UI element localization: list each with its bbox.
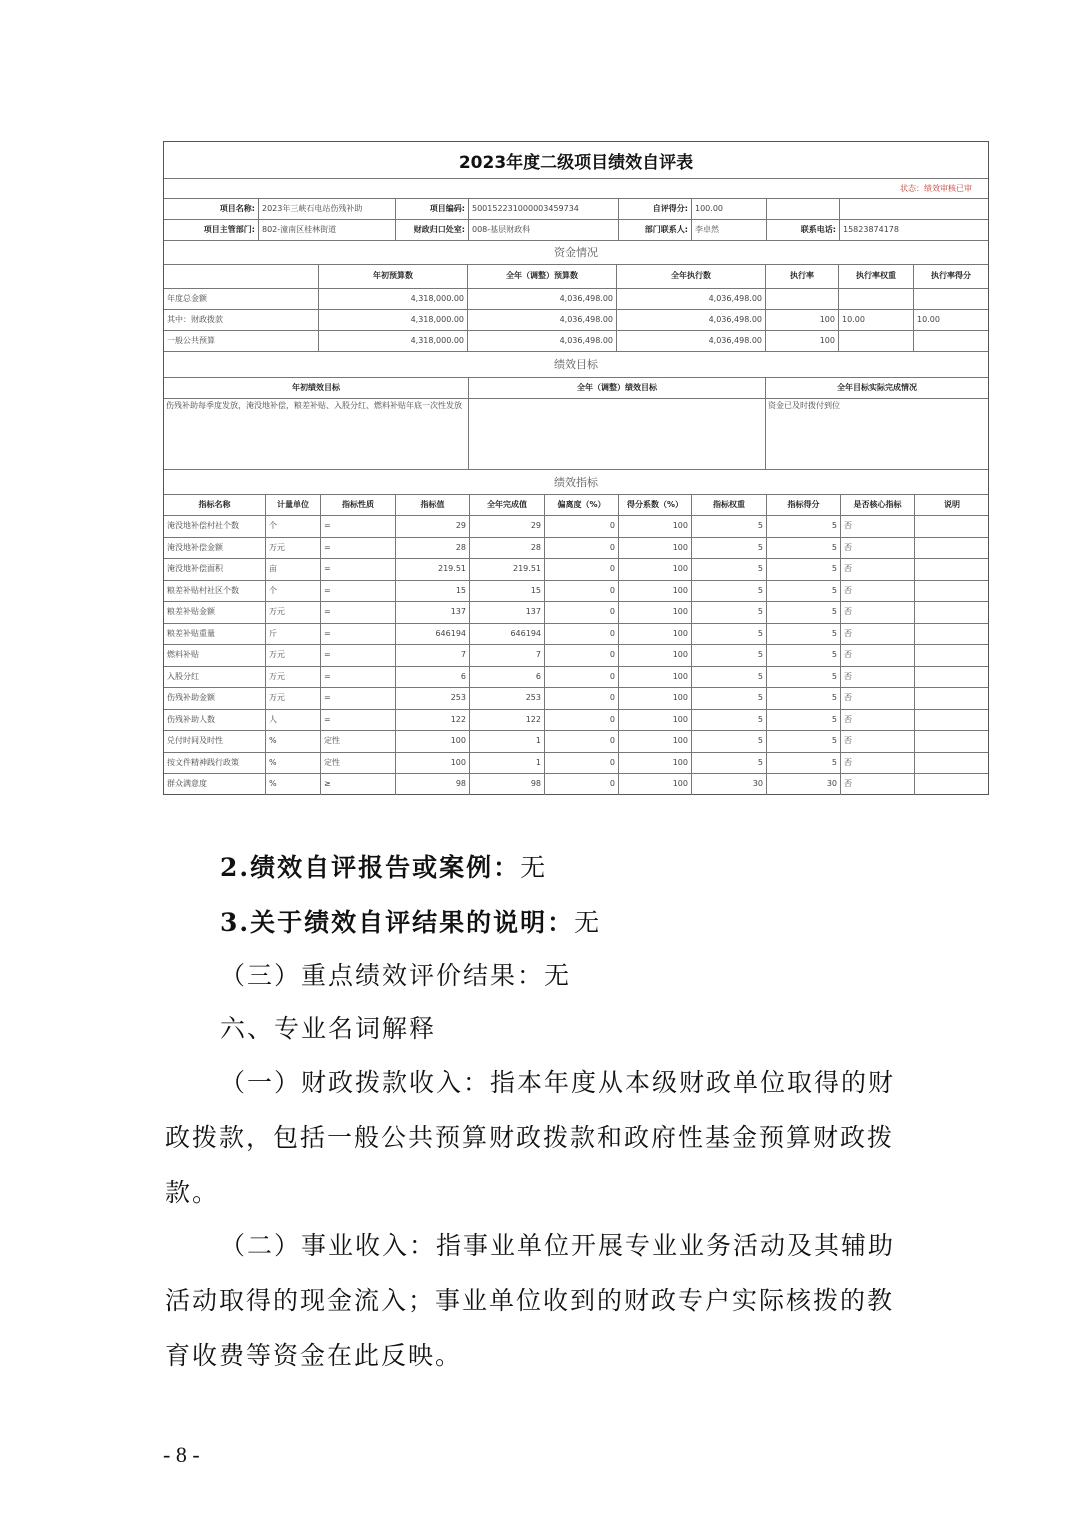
indicator-row-cell (915, 687, 989, 709)
goals-header-cell: 年初绩效目标 (164, 377, 469, 398)
indicator-row-cell: 122 (396, 709, 470, 731)
indicator-row-cell: 5 (767, 515, 841, 537)
funds-row-cell: 年度总金额 (164, 288, 319, 309)
indicator-row-cell: 0 (545, 558, 619, 580)
info-row-cell: 项目主管部门: (164, 219, 259, 240)
info-row-cell: 部门联系人: (619, 219, 692, 240)
indicator-row-cell: 28 (396, 537, 470, 559)
indicator-row-cell (915, 752, 989, 774)
indicators-header-cell: 指标得分 (767, 494, 841, 515)
indicator-row-cell: 100 (619, 580, 692, 602)
indicator-row-cell: 万元 (266, 537, 321, 559)
funds-header-cell: 执行率权重 (839, 264, 914, 288)
indicator-row-cell: 646194 (470, 623, 545, 645)
indicator-row-cell: 100 (619, 515, 692, 537)
indicator-row-cell: 否 (841, 515, 915, 537)
info-row-cell: 500152231000003459734 (469, 198, 619, 219)
indicator-row-cell: 1 (470, 730, 545, 752)
section-heading-glossary: 六、专业名词解释 (220, 1014, 437, 1043)
indicator-row-cell: 5 (767, 644, 841, 666)
indicator-row-cell (915, 644, 989, 666)
goal-text: 伤残补助每季度发放，淹没地补偿，粮差补贴、入股分红、燃料补贴年底一次性发放 (166, 401, 462, 410)
paragraph-key-evaluation: （三）重点绩效评价结果：无 (220, 961, 572, 990)
indicator-row-cell (915, 773, 989, 795)
info-row-cell (840, 198, 988, 219)
indicator-row-cell: 5 (692, 515, 767, 537)
indicator-row-cell: 1 (470, 752, 545, 774)
paragraph-self-eval-report (165, 840, 915, 895)
indicator-row-cell: 否 (841, 687, 915, 709)
indicator-row-cell: 100 (619, 666, 692, 688)
indicator-row-cell: 6 (470, 666, 545, 688)
indicator-row-cell: % (266, 773, 321, 795)
indicator-row-cell: 0 (545, 752, 619, 774)
indicator-row-cell: 0 (545, 709, 619, 731)
info-row-cell: 联系电话: (767, 219, 840, 240)
indicator-row-cell: 15 (470, 580, 545, 602)
indicator-row-cell: = (321, 580, 396, 602)
indicator-row-cell: 5 (692, 687, 767, 709)
funds-row-cell: 其中：财政拨款 (164, 309, 319, 330)
info-row-cell: 2023年三峡石电站伤残补助 (259, 198, 396, 219)
funds-row-cell (914, 288, 988, 309)
indicator-row (164, 666, 988, 688)
indicator-row (164, 709, 988, 731)
info-row-cell: 008-基层财政科 (469, 219, 619, 240)
funds-row-cell: 4,036,498.00 (617, 309, 766, 330)
indicator-row-cell: 0 (545, 687, 619, 709)
indicator-row-cell: 0 (545, 580, 619, 602)
indicator-row-cell: 5 (692, 709, 767, 731)
indicators-header-cell: 计量单位 (266, 494, 321, 515)
funds-row-cell: 4,036,498.00 (617, 330, 766, 351)
indicator-row-cell: 否 (841, 623, 915, 645)
indicator-row-cell: 100 (619, 752, 692, 774)
indicator-row-cell: 0 (545, 601, 619, 623)
indicator-row-cell: = (321, 644, 396, 666)
info-row-cell: 项目编码: (396, 198, 469, 219)
indicator-row-cell: 5 (692, 752, 767, 774)
paragraph-result-explanation (165, 895, 915, 950)
indicator-row-cell: 5 (692, 601, 767, 623)
indicators-section-title: 绩效指标 (554, 475, 598, 489)
goal-text: 资金已及时拨付到位 (768, 401, 840, 410)
indicators-header-cell: 是否核心指标 (841, 494, 915, 515)
paragraph-fiscal-appropriation: （一）财政拨款收入：指本年度从本级财政单位取得的财政拨款，包括一般公共预算财政拨款和政府性基金预算财政拨款。 (165, 1068, 896, 1207)
indicator-row-cell: 0 (545, 623, 619, 645)
paragraph-label: 3.关于绩效自评结果的说明： (220, 908, 575, 937)
indicator-row-cell: 否 (841, 666, 915, 688)
funds-row-cell: 一般公共预算 (164, 330, 319, 351)
info-row-cell (767, 198, 840, 219)
paragraph-value: 无 (574, 908, 602, 937)
indicator-row-cell: 5 (692, 558, 767, 580)
indicators-header-cell: 指标性质 (321, 494, 396, 515)
indicator-row-cell: 粮差补贴金额 (164, 601, 266, 623)
info-row (164, 198, 988, 219)
indicator-row-cell: 0 (545, 773, 619, 795)
funds-header (164, 264, 988, 288)
indicator-row-cell: 定性 (321, 752, 396, 774)
indicator-row-cell: 137 (470, 601, 545, 623)
info-row-cell: 项目名称: (164, 198, 259, 219)
indicator-row-cell (915, 537, 989, 559)
funds-row-cell: 4,318,000.00 (319, 330, 468, 351)
indicator-row-cell: 否 (841, 752, 915, 774)
indicator-row-cell: 淹没地补偿面积 (164, 558, 266, 580)
goals-header-cell: 全年目标实际完成情况 (837, 382, 917, 392)
indicator-row-cell: 122 (470, 709, 545, 731)
indicator-row-cell: 5 (767, 623, 841, 645)
paragraph-value: 无 (520, 853, 548, 882)
indicator-row-cell: % (266, 730, 321, 752)
indicator-row (164, 537, 988, 559)
indicator-row-cell: 29 (470, 515, 545, 537)
indicator-row-cell: 亩 (266, 558, 321, 580)
indicator-row-cell: 斤 (266, 623, 321, 645)
goals-row-cell (469, 398, 766, 469)
funds-row-cell (914, 330, 988, 351)
indicator-row-cell: 100 (619, 687, 692, 709)
indicator-row-cell: 30 (692, 773, 767, 795)
indicators-header-cell: 得分系数（%） (619, 494, 692, 515)
indicator-row-cell: 5 (767, 752, 841, 774)
indicator-row-cell: 兑付时间及时性 (164, 730, 266, 752)
indicator-row-cell: = (321, 558, 396, 580)
indicators-header-cell: 指标值 (396, 494, 470, 515)
indicator-row-cell: 否 (841, 709, 915, 731)
funds-row-cell: 10.00 (839, 309, 914, 330)
info-row-cell: 15823874178 (843, 224, 899, 234)
indicator-row-cell: 100 (619, 730, 692, 752)
indicator-row (164, 644, 988, 666)
indicator-row-cell: 5 (692, 644, 767, 666)
goals-header (164, 377, 988, 398)
indicator-row-cell: 否 (841, 644, 915, 666)
funds-row-cell (766, 288, 839, 309)
indicator-row-cell: 按文件精神践行政策 (164, 752, 266, 774)
funds-row-cell: 100 (766, 309, 839, 330)
table-title: 2023年度二级项目绩效自评表 (458, 152, 694, 173)
indicator-row-cell: % (266, 752, 321, 774)
indicator-row-cell: 5 (692, 537, 767, 559)
paragraph-label: 2.绩效自评报告或案例： (220, 853, 521, 882)
indicator-row-cell: 否 (841, 773, 915, 795)
indicator-row-cell: 28 (470, 537, 545, 559)
indicator-row-cell (915, 730, 989, 752)
indicator-row-cell: 0 (545, 515, 619, 537)
indicator-row-cell: 29 (396, 515, 470, 537)
indicator-row-cell: = (321, 601, 396, 623)
indicator-row-cell: 0 (545, 666, 619, 688)
indicator-row-cell: 否 (841, 601, 915, 623)
indicator-row-cell: 燃料补贴 (164, 644, 266, 666)
funds-header-cell: 全年执行数 (617, 264, 766, 288)
indicator-row-cell: 253 (396, 687, 470, 709)
indicator-row-cell: 100 (619, 537, 692, 559)
funds-row (164, 309, 988, 330)
indicator-row-cell: 219.51 (396, 558, 470, 580)
funds-row-cell: 4,318,000.00 (319, 288, 468, 309)
indicator-row-cell: 100 (619, 644, 692, 666)
indicator-row-cell: 个 (266, 515, 321, 537)
goals-section-title: 绩效目标 (554, 358, 598, 371)
indicator-row-cell: 5 (767, 709, 841, 731)
indicator-row (164, 558, 988, 580)
indicator-row-cell: 否 (841, 537, 915, 559)
table-rule (164, 178, 988, 179)
indicator-row-cell (915, 601, 989, 623)
indicator-row (164, 580, 988, 602)
funds-header-cell: 执行率 (766, 264, 839, 288)
funds-row-cell: 4,036,498.00 (617, 288, 766, 309)
indicator-row-cell: 15 (396, 580, 470, 602)
indicator-row-cell: 伤残补助人数 (164, 709, 266, 731)
indicator-row-cell: 253 (470, 687, 545, 709)
indicators-header (164, 494, 988, 515)
funds-row-cell (839, 330, 914, 351)
indicator-row-cell: 100 (619, 709, 692, 731)
performance-self-evaluation-table (163, 141, 989, 795)
info-row-cell: 李卓然 (692, 219, 767, 240)
indicator-row (164, 752, 988, 774)
indicator-row-cell: 30 (767, 773, 841, 795)
indicator-row-cell: 万元 (266, 644, 321, 666)
indicator-row-cell: 否 (841, 730, 915, 752)
funds-row-cell: 100 (766, 330, 839, 351)
paragraph-business-income: （二）事业收入：指事业单位开展专业业务活动及其辅助活动取得的现金流入；事业单位收到的财政专户实际核拨的教育收费等资金在此反映。 (165, 1231, 896, 1370)
indicator-row-cell: 100 (396, 730, 470, 752)
indicator-row-cell: 淹没地补偿村社个数 (164, 515, 266, 537)
indicator-row-cell: 5 (692, 730, 767, 752)
indicators-header-cell: 偏离度（%） (545, 494, 619, 515)
indicators-header-cell: 指标名称 (164, 494, 266, 515)
indicator-row-cell: = (321, 515, 396, 537)
indicator-row-cell: = (321, 687, 396, 709)
indicator-row (164, 623, 988, 645)
indicator-row-cell (915, 666, 989, 688)
indicator-row-cell: 137 (396, 601, 470, 623)
indicator-row (164, 601, 988, 623)
funds-row (164, 288, 988, 309)
indicator-row-cell: 5 (767, 580, 841, 602)
indicator-row-cell: 5 (767, 687, 841, 709)
indicator-row-cell: 万元 (266, 666, 321, 688)
indicator-row-cell: 入股分红 (164, 666, 266, 688)
indicator-row-cell: 98 (396, 773, 470, 795)
indicator-row-cell: 100 (619, 623, 692, 645)
indicator-row-cell: 否 (841, 558, 915, 580)
indicator-row-cell: 5 (767, 558, 841, 580)
indicator-row-cell: 98 (470, 773, 545, 795)
page-number: - 8 - (163, 1442, 200, 1467)
indicator-row-cell (915, 580, 989, 602)
indicator-row-cell: 0 (545, 537, 619, 559)
funds-row-cell: 4,036,498.00 (468, 330, 617, 351)
indicator-row-cell: 淹没地补偿金额 (164, 537, 266, 559)
indicator-row-cell: 否 (841, 580, 915, 602)
indicator-row-cell: 100 (619, 601, 692, 623)
indicator-row-cell: 伤残补助金额 (164, 687, 266, 709)
funds-header-cell (164, 264, 319, 288)
indicator-row-cell (915, 515, 989, 537)
indicator-row-cell: = (321, 623, 396, 645)
indicator-row-cell: = (321, 709, 396, 731)
funds-row (164, 330, 988, 351)
indicator-row (164, 730, 988, 752)
info-row-cell: 财政归口处室: (396, 219, 469, 240)
info-row (164, 219, 988, 240)
info-row-cell: 802-潼南区桂林街道 (259, 219, 396, 240)
indicator-row-cell: 7 (470, 644, 545, 666)
indicators-header-cell: 全年完成值 (470, 494, 545, 515)
indicator-row-cell: 定性 (321, 730, 396, 752)
indicators-header-cell: 说明 (944, 499, 960, 509)
funds-section-title: 资金情况 (554, 246, 598, 259)
indicator-row-cell: 5 (767, 537, 841, 559)
info-row-cell: 100.00 (692, 198, 767, 219)
indicator-row-cell: 人 (266, 709, 321, 731)
status-label: 状态：绩效审核已审 (900, 184, 972, 193)
funds-row-cell: 4,036,498.00 (468, 309, 617, 330)
indicator-row-cell: 5 (692, 623, 767, 645)
indicator-row-cell: 粮差补贴村社区个数 (164, 580, 266, 602)
indicator-row-cell: 100 (619, 558, 692, 580)
indicator-row-cell: ≥ (321, 773, 396, 795)
indicator-row-cell: 646194 (396, 623, 470, 645)
indicator-row-cell: 7 (396, 644, 470, 666)
indicator-row-cell: 100 (619, 773, 692, 795)
indicator-row (164, 515, 988, 537)
indicator-row (164, 687, 988, 709)
indicators-header-cell: 指标权重 (692, 494, 767, 515)
indicator-row-cell: 粮差补贴重量 (164, 623, 266, 645)
funds-row-cell: 4,036,498.00 (468, 288, 617, 309)
indicator-row-cell: 219.51 (470, 558, 545, 580)
indicator-row-cell: 万元 (266, 601, 321, 623)
indicator-row-cell: 万元 (266, 687, 321, 709)
indicator-row-cell: 5 (767, 666, 841, 688)
funds-header-cell: 全年（调整）预算数 (468, 264, 617, 288)
indicator-row (164, 773, 988, 795)
info-row-cell: 自评得分: (619, 198, 692, 219)
funds-row-cell: 10.00 (917, 314, 940, 324)
indicator-row-cell: 0 (545, 644, 619, 666)
funds-header-cell: 年初预算数 (319, 264, 468, 288)
indicator-row-cell: 群众满意度 (164, 773, 266, 795)
indicator-row-cell: 6 (396, 666, 470, 688)
indicator-row-cell: = (321, 537, 396, 559)
indicator-row-cell: 5 (767, 730, 841, 752)
indicator-row-cell (915, 558, 989, 580)
funds-header-cell: 执行率得分 (931, 271, 971, 281)
indicator-row-cell: 个 (266, 580, 321, 602)
indicator-row-cell: 0 (545, 730, 619, 752)
indicator-row-cell (915, 623, 989, 645)
indicator-row-cell: 100 (396, 752, 470, 774)
indicator-row-cell (915, 709, 989, 731)
indicator-row-cell: = (321, 666, 396, 688)
goals-header-cell: 全年（调整）绩效目标 (469, 377, 766, 398)
funds-row-cell: 4,318,000.00 (319, 309, 468, 330)
indicator-row-cell: 5 (692, 666, 767, 688)
indicator-row-cell: 5 (767, 601, 841, 623)
indicator-row-cell: 5 (692, 580, 767, 602)
funds-row-cell (839, 288, 914, 309)
